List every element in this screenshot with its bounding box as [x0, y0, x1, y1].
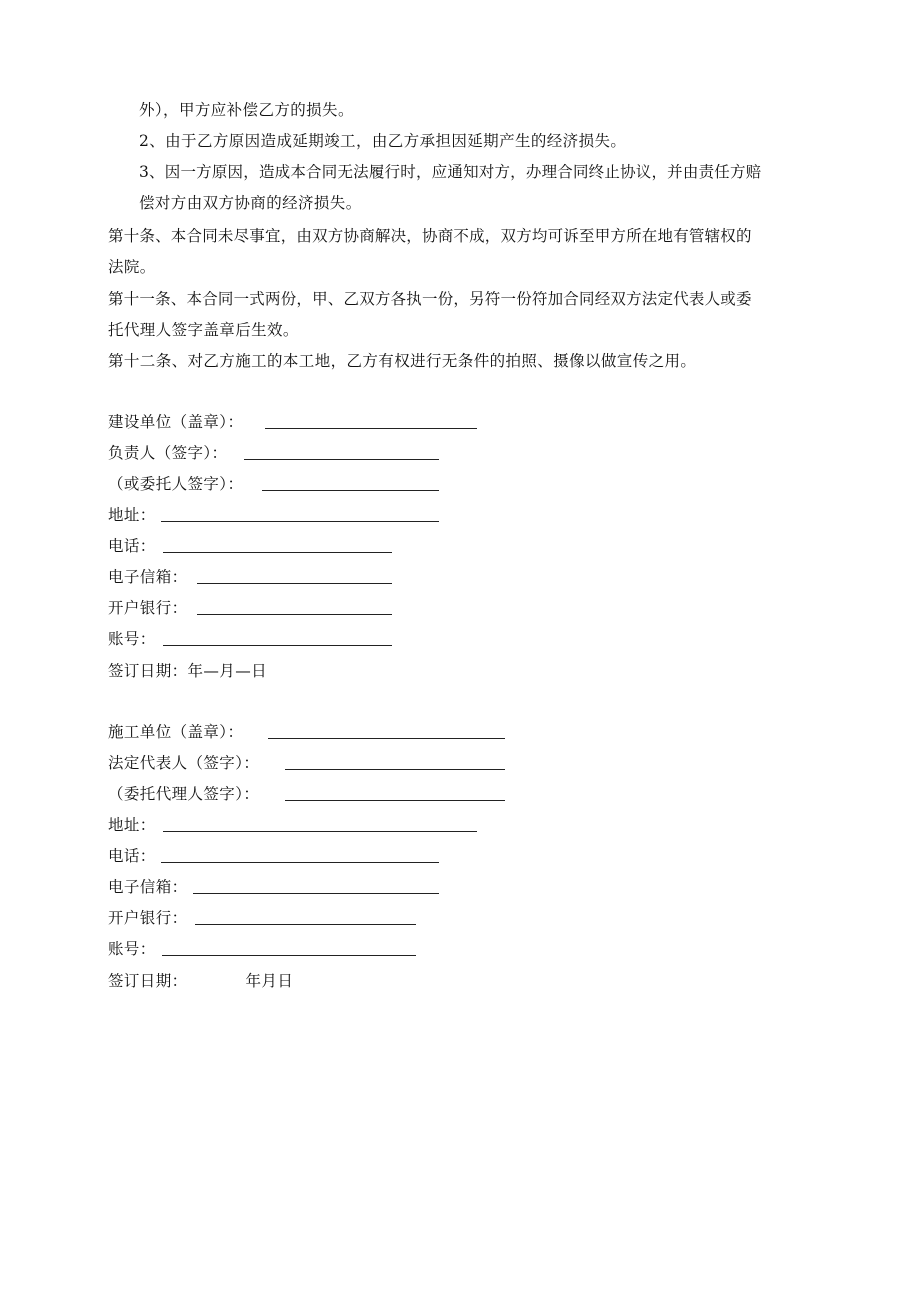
clause-item-2: 2、由于乙方原因造成延期竣工，由乙方承担因延期产生的经济损失。: [139, 132, 627, 150]
clause-item-3-line-1: 3、因一方原因，造成本合同无法履行时，应通知对方，办理合同终止协议，并由责任方赔: [139, 163, 762, 181]
party-b-sign-date: [108, 971, 293, 991]
party-b-phone-label: 电话：: [108, 847, 156, 865]
party-b-email-blank[interactable]: [193, 893, 439, 894]
party-b-account-label: 账号：: [108, 940, 156, 958]
party-b-agent-blank[interactable]: [285, 800, 505, 801]
party-a-agent-blank[interactable]: [262, 490, 439, 491]
party-a-account-blank[interactable]: [163, 645, 392, 646]
clause-continuation: 外），甲方应补偿乙方的损失。: [139, 101, 354, 119]
party-a-unit-blank[interactable]: [265, 428, 477, 429]
party-b-bank-label: 开户银行：: [108, 909, 188, 927]
party-b-address-blank[interactable]: [163, 831, 477, 832]
party-b-email-label: 电子信箱：: [108, 878, 188, 896]
party-b-unit-label: 施工单位（盖章）：: [108, 723, 244, 741]
party-a-email-blank[interactable]: [197, 583, 392, 584]
party-a-phone-label: 电话：: [108, 537, 156, 555]
article-12: 第十二条、对乙方施工的本工地，乙方有权进行无条件的拍照、摄像以做宣传之用。: [108, 352, 697, 370]
party-a-principal-blank[interactable]: [244, 459, 439, 460]
party-b-account-blank[interactable]: [162, 955, 416, 956]
article-10-line-2: 法院。: [108, 258, 156, 276]
article-11-line-1: 第十一条、本合同一式两份，甲、乙双方各执一份，另符一份符加合同经双方法定代表人或委: [108, 290, 752, 308]
party-b-date-label: 签订日期：: [108, 972, 188, 990]
party-a-principal-label: 负责人（签字）：: [108, 444, 228, 462]
party-a-account-label: 账号：: [108, 630, 156, 648]
party-a-bank-label: 开户银行：: [108, 599, 188, 617]
party-a-sign-date: 签订日期：年—月—日: [108, 662, 268, 680]
party-b-unit-blank[interactable]: [268, 738, 505, 739]
party-a-email-label: 电子信箱：: [108, 568, 188, 586]
party-b-legal-rep-blank[interactable]: [285, 769, 505, 770]
party-b-bank-blank[interactable]: [195, 924, 416, 925]
party-b-phone-blank[interactable]: [161, 862, 439, 863]
party-b-date-value: 年月日: [245, 972, 294, 990]
party-b-agent-label: （委托代理人签字）：: [108, 785, 260, 803]
party-a-unit-label: 建设单位（盖章）：: [108, 413, 244, 431]
clause-item-3-line-2: 偿对方由双方协商的经济损失。: [139, 194, 362, 212]
party-b-legal-rep-label: 法定代表人（签字）：: [108, 754, 260, 772]
article-11-line-2: 托代理人签字盖章后生效。: [108, 321, 299, 339]
article-10-line-1: 第十条、本合同未尽事宜，由双方协商解决，协商不成，双方均可诉至甲方所在地有管辖权的: [108, 227, 752, 245]
party-a-agent-label: （或委托人签字）：: [108, 475, 244, 493]
party-a-address-label: 地址：: [108, 506, 156, 524]
party-b-address-label: 地址：: [108, 816, 156, 834]
party-a-bank-blank[interactable]: [197, 614, 392, 615]
party-a-phone-blank[interactable]: [163, 552, 392, 553]
party-a-address-blank[interactable]: [161, 521, 439, 522]
